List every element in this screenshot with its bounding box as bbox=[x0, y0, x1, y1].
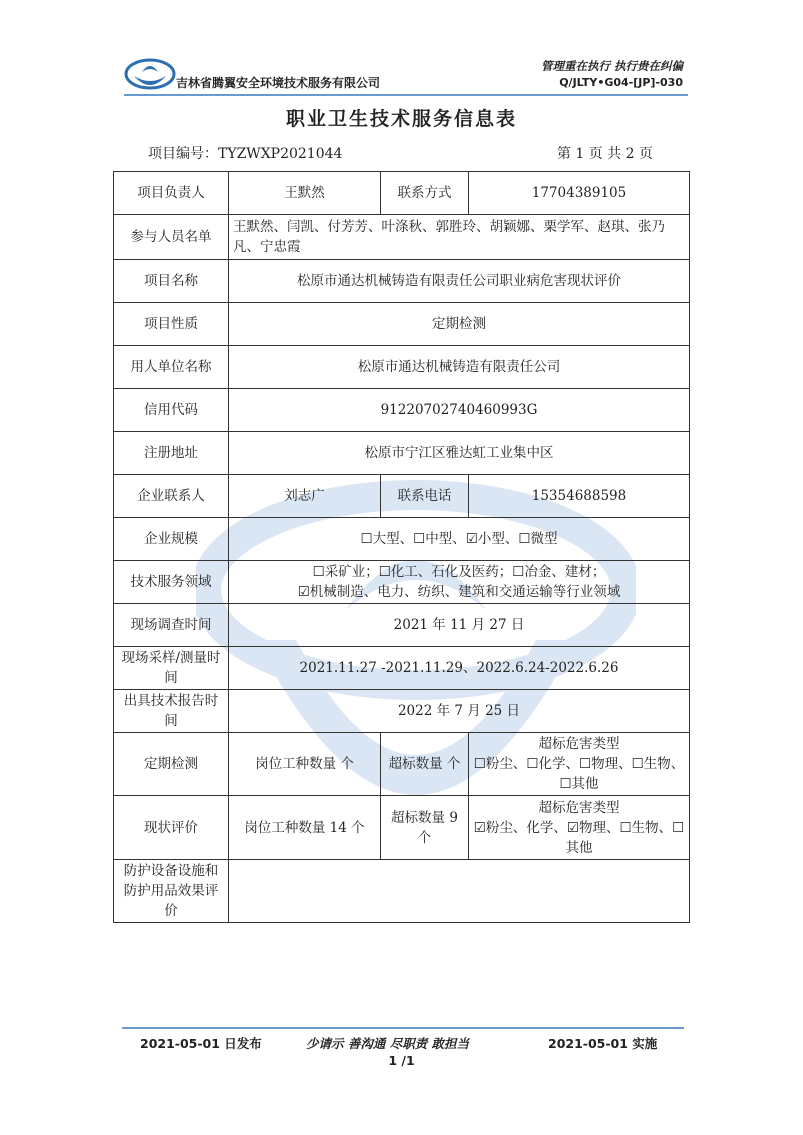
label-project-lead: 项目负责人 bbox=[114, 172, 229, 215]
company-logo-icon bbox=[124, 56, 176, 94]
label-report-time: 出具技术报告时间 bbox=[114, 690, 229, 733]
header-slogan: 管理重在执行 执行贵在纠偏 bbox=[540, 59, 683, 73]
label-employer: 用人单位名称 bbox=[114, 346, 229, 389]
table-row bbox=[114, 690, 690, 733]
label-contact: 联系方式 bbox=[381, 172, 469, 215]
value-sampling-time: 2021.11.27 -2021.11.29、2022.6.24-2022.6.26 bbox=[229, 647, 690, 690]
value-service-field bbox=[229, 561, 690, 604]
status-exceed-count: 超标数量 9 个 bbox=[381, 796, 469, 860]
label-survey-time: 现场调查时间 bbox=[114, 604, 229, 647]
table-row bbox=[114, 260, 690, 303]
table-row bbox=[114, 172, 690, 215]
value-employer: 松原市通达机械铸造有限责任公司 bbox=[229, 346, 690, 389]
page-title: 职业卫生技术服务信息表 bbox=[285, 108, 517, 130]
table-row bbox=[114, 733, 690, 796]
table-row bbox=[114, 389, 690, 432]
periodic-post-count: 岗位工种数量 个 bbox=[229, 733, 381, 796]
status-post-count: 岗位工种数量 14 个 bbox=[229, 796, 381, 860]
label-project-nature: 项目性质 bbox=[114, 303, 229, 346]
value-credit-code: 91220702740460993G bbox=[229, 389, 690, 432]
footer-slogan: 少请示 善沟通 尽职责 敢担当 bbox=[306, 1036, 470, 1051]
value-contact: 17704389105 bbox=[469, 172, 690, 215]
table-row bbox=[114, 303, 690, 346]
label-protection-evaluation: 防护设备设施和防护用品效果评价 bbox=[114, 860, 229, 923]
table-row bbox=[114, 518, 690, 561]
company-name: 吉林省腾翼安全环境技术服务有限公司 bbox=[176, 76, 381, 90]
page-info: 第 1 页 共 2 页 bbox=[556, 146, 653, 162]
label-project-name: 项目名称 bbox=[114, 260, 229, 303]
periodic-hazard-types bbox=[469, 733, 690, 796]
label-credit-code: 信用代码 bbox=[114, 389, 229, 432]
label-scale: 企业规模 bbox=[114, 518, 229, 561]
value-protection-evaluation bbox=[229, 860, 690, 923]
page-number: 1 /1 bbox=[388, 1053, 415, 1068]
footer-divider bbox=[122, 1027, 684, 1029]
value-project-lead: 王默然 bbox=[229, 172, 381, 215]
table-row bbox=[114, 796, 690, 860]
status-hazard-title: 超标危害类型 bbox=[538, 799, 620, 816]
value-phone: 15354688598 bbox=[469, 475, 690, 518]
table-row bbox=[114, 860, 690, 923]
label-address: 注册地址 bbox=[114, 432, 229, 475]
label-status-evaluation: 现状评价 bbox=[114, 796, 229, 860]
table-row bbox=[114, 432, 690, 475]
service-field-line1: ☐采矿业；☐化工、石化及医药；☐冶金、建材； bbox=[312, 564, 606, 580]
status-hazard-types bbox=[469, 796, 690, 860]
table-row bbox=[114, 647, 690, 690]
value-report-time: 2022 年 7 月 25 日 bbox=[229, 690, 690, 733]
service-field-line2: ☑机械制造、电力、纺织、建筑和交通运输等行业领域 bbox=[297, 584, 621, 600]
periodic-hazard-title: 超标危害类型 bbox=[538, 736, 620, 752]
table-row bbox=[114, 215, 690, 260]
implement-date: 2021-05-01 实施 bbox=[548, 1036, 658, 1051]
table-row bbox=[114, 475, 690, 518]
value-enterprise-contact: 刘志广 bbox=[229, 475, 381, 518]
table-row bbox=[114, 561, 690, 604]
header-divider bbox=[124, 94, 688, 96]
document-number: Q/JLTY•G04-[JP]-030 bbox=[559, 76, 683, 89]
periodic-exceed-count: 超标数量 个 bbox=[381, 733, 469, 796]
label-service-field: 技术服务领域 bbox=[114, 561, 229, 604]
value-survey-time: 2021 年 11 月 27 日 bbox=[229, 604, 690, 647]
publish-date: 2021-05-01 日发布 bbox=[140, 1036, 262, 1051]
periodic-hazard-body: ☐粉尘、☐化学、☐物理、☐生物、☐其他 bbox=[473, 756, 685, 792]
info-table bbox=[113, 171, 690, 923]
project-number: 项目编号：TYZWXP2021044 bbox=[148, 146, 343, 162]
value-project-nature: 定期检测 bbox=[229, 303, 690, 346]
label-participants: 参与人员名单 bbox=[114, 215, 229, 260]
label-phone: 联系电话 bbox=[381, 475, 469, 518]
value-project-name: 松原市通达机械铸造有限责任公司职业病危害现状评价 bbox=[229, 260, 690, 303]
label-enterprise-contact: 企业联系人 bbox=[114, 475, 229, 518]
table-row bbox=[114, 346, 690, 389]
value-participants: 王默然、闫凯、付芳芳、叶涤秋、郭胜玲、胡颖娜、栗学军、赵琪、张乃凡、宁忠霞 bbox=[229, 215, 690, 260]
label-sampling-time: 现场采样/测量时间 bbox=[114, 647, 229, 690]
value-address: 松原市宁江区雅达虹工业集中区 bbox=[229, 432, 690, 475]
status-hazard-body: ☑粉尘、化学、☑物理、☐生物、☐其他 bbox=[473, 819, 685, 856]
table-row bbox=[114, 604, 690, 647]
label-periodic-detection: 定期检测 bbox=[114, 733, 229, 796]
value-scale: ☐大型、☐中型、☑小型、☐微型 bbox=[229, 518, 690, 561]
